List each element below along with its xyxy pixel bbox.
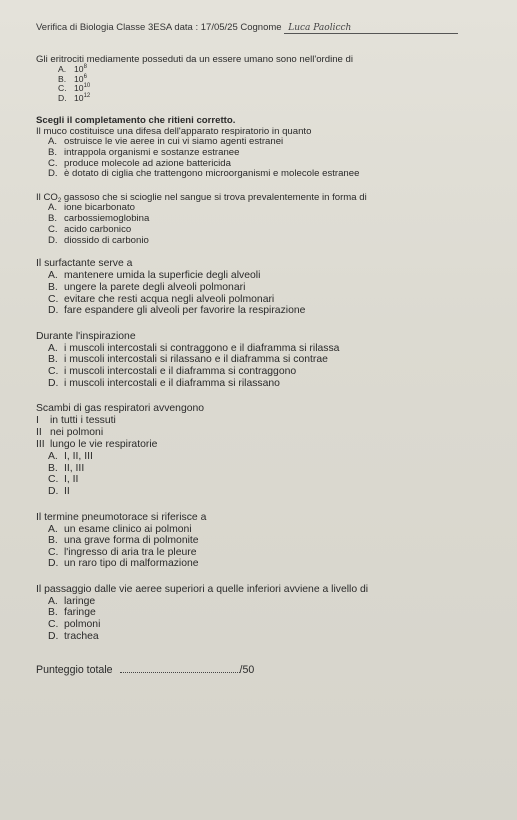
question-6-statement-2: II nei polmoni [36,427,104,439]
question-8-option-c[interactable]: C. polmoni [48,619,101,631]
question-5-option-b[interactable]: B. i muscoli intercostali si rilassano e il diaframma si contrae [48,354,328,366]
question-7-stem: Il termine pneumotorace si riferisce a [36,511,207,523]
question-6-option-c[interactable]: C. I, II [48,474,79,486]
question-5-option-c[interactable]: C. i muscoli intercostali e il diaframma si contraggono [48,365,297,377]
question-3-option-a[interactable]: A. ione bicarbonato [48,202,135,214]
question-6 [36,403,503,497]
question-8-option-d[interactable]: D. trachea [48,630,99,642]
header-text: Verifica di Biologia Classe 3ESA data : 17/05/25 Cognome [36,22,282,33]
question-6-option-a[interactable]: A. I, II, III [48,451,93,463]
question-3 [36,192,503,246]
question-3-option-b[interactable]: B. carbossiemoglobina [48,212,150,224]
question-1-option-c[interactable]: C. $10^{10}$ [58,83,91,93]
question-1 [36,54,503,103]
question-6-stem: Scambi di gas respiratori avvengono [36,403,205,415]
question-7-option-d[interactable]: D. un raro tipo di malformazione [48,558,199,570]
question-7-option-b[interactable]: B. una grave forma di polmonite [48,535,199,547]
question-4-option-c[interactable]: C. evitare che resti acqua negli alveoli polmonari [48,293,275,305]
question-1-option-d[interactable]: D. $10^{12}$ [58,92,91,103]
question-1-option-b[interactable]: B. $10^6$ [58,73,87,84]
question-7 [36,512,503,570]
surname-signature: Luca Paolicch [284,23,458,34]
question-2 [36,115,503,180]
question-5-option-a[interactable]: A. i muscoli intercostali si contraggono e il diaframma si rilassa [48,342,340,354]
total-score-max: /50 [239,664,255,677]
question-2-option-b[interactable]: B. intrappola organismi e sostanze estranee [48,146,240,158]
question-6-statement-3: III lungo le vie respiratorie [36,439,158,451]
question-7-option-a[interactable]: A. un esame clinico ai polmoni [48,523,192,535]
question-3-option-c[interactable]: C. acido carbonico [48,223,132,235]
total-score-blank[interactable] [120,672,240,673]
question-8-stem: Il passaggio dalle vie aeree superiori a quelle inferiori avviene a livello di [36,583,369,595]
question-2-option-a[interactable]: A. ostruisce le vie aeree in cui vi siamo agenti estranei [48,136,284,147]
question-5-stem: Durante l'inspirazione [36,330,136,342]
question-8-option-a[interactable]: A. laringe [48,595,96,607]
question-7-option-c[interactable]: C. l'ingresso di aria tra le pleure [48,546,197,558]
question-6-option-b[interactable]: B. II, III [48,462,85,474]
question-4-stem: Il surfactante serve a [36,258,133,270]
question-2-option-c[interactable]: C. produce molecole ad azione battericida [48,157,231,169]
question-2-instruction: Scegli il completamento che ritieni corretto. [36,115,236,126]
question-5-option-d[interactable]: D. i muscoli intercostali e il diaframma si rilassano [48,377,280,389]
total-score [36,664,503,676]
question-2-option-d[interactable]: D. è dotato di ciglia che trattengono microorganismi e molecole estranee [48,168,360,180]
question-2-stem: Il muco costituisce una difesa dell'apparato respiratorio in quanto [36,126,312,137]
total-score-label: Punteggio totale [36,664,113,677]
test-header [36,22,503,34]
question-8-option-b[interactable]: B. faringe [48,607,96,619]
question-6-option-d[interactable]: D. II [48,485,70,497]
question-1-option-a[interactable]: A. $10^8$ [58,64,87,74]
question-4-option-d[interactable]: D. fare espandere gli alveoli per favorire la respirazione [48,305,306,317]
question-6-statement-1: I in tutti i tessuti [36,415,116,427]
question-5 [36,331,503,389]
question-1-stem: Gli eritrociti mediamente posseduti da un essere umano sono nell'ordine di [36,54,354,65]
question-3-stem: Il $CO_2$ gassoso che si scioglie nel sangue si trova prevalentemente in forma di [36,192,367,205]
question-4-option-a[interactable]: A. mantenere umida la superficie degli alveoli [48,270,261,282]
question-4 [36,258,503,316]
question-8 [36,584,503,642]
question-4-option-b[interactable]: B. ungere la parete degli alveoli polmonari [48,281,246,293]
question-3-option-d[interactable]: D. diossido di carbonio [48,234,149,246]
